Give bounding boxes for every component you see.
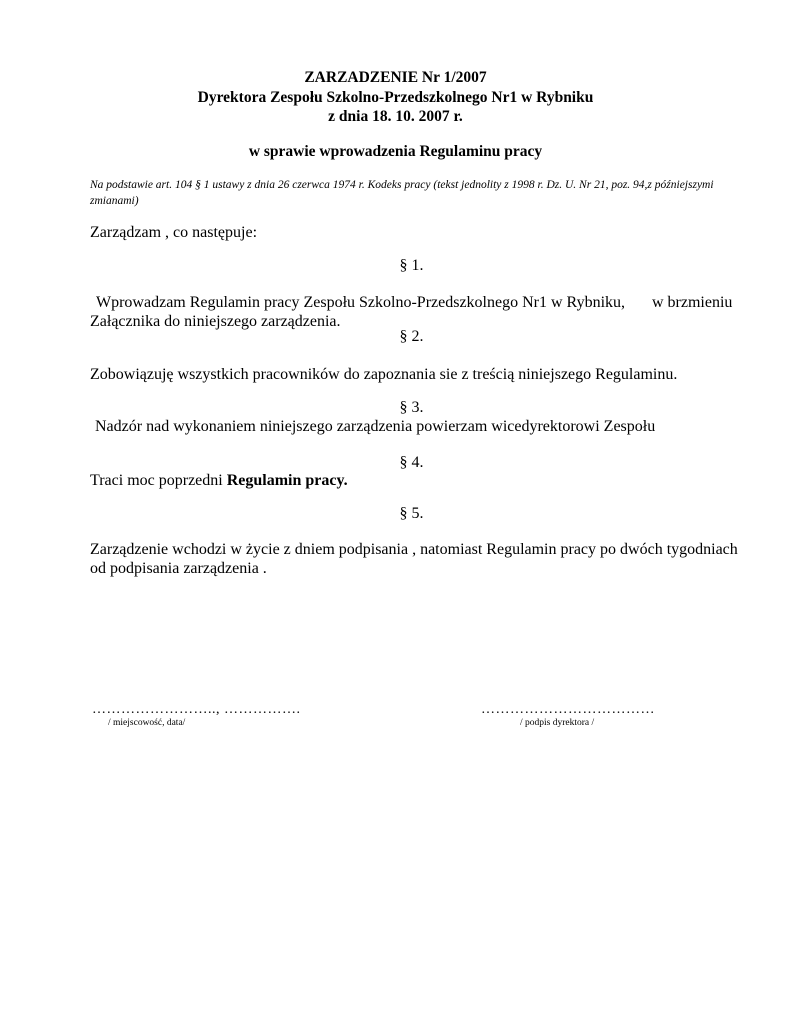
- director-signature-caption: / podpis dyrektora /: [520, 718, 595, 728]
- section-1-text-c: Załącznika do niniejszego zarządzenia.: [90, 313, 341, 330]
- place-date-dots: …………………….., …………….: [92, 702, 301, 717]
- section-1-sign: § 1.: [399, 257, 424, 274]
- director-signature-dots: ………………………………: [481, 702, 655, 717]
- section-5-text-line1: Zarządzenie wchodzi w życie z dniem podpisania , natomiast Regulamin pracy po dwóch tygodniach: [90, 541, 738, 558]
- section-3-text: Nadzór nad wykonaniem niniejszego zarządzenia powierzam wicedyrektorowi Zespołu: [95, 418, 656, 435]
- document-subject: w sprawie wprowadzenia Regulaminu pracy: [248, 143, 543, 160]
- section-4-text: [90, 471, 348, 490]
- section-5-sign: § 5.: [399, 505, 424, 522]
- section-1-text-a: Wprowadzam Regulamin pracy Zespołu Szkolno-Przedszkolnego Nr1 w Rybniku,: [96, 294, 626, 311]
- intro-text: Zarządzam , co następuje:: [90, 224, 258, 241]
- section-3-sign: § 3.: [399, 399, 424, 416]
- place-date-caption: / miejscowość, data/: [108, 718, 186, 728]
- legal-basis: Na podstawie art. 104 § 1 ustawy z dnia 26 czerwca 1974 r. Kodeks pracy (tekst jednolity z 1998 r. Dz. U. Nr 21, poz. 94,z późniejszymi zmianami): [90, 179, 714, 207]
- document-title: ZARZADZENIE Nr 1/2007: [304, 69, 487, 86]
- section-2-text: Zobowiązuję wszystkich pracowników do zapoznania sie z treścią niniejszego Regulaminu.: [90, 366, 678, 383]
- document-date: z dnia 18. 10. 2007 r.: [328, 108, 463, 125]
- section-5-text-line2: od podpisania zarządzenia .: [90, 560, 267, 577]
- section-4-sign: § 4.: [399, 454, 424, 471]
- section-4-text-bold: Regulamin pracy.: [226, 472, 348, 489]
- section-2-sign: § 2.: [399, 328, 424, 345]
- section-1-text-b: w brzmieniu: [652, 294, 733, 311]
- document-issuer: Dyrektora Zespołu Szkolno-Przedszkolnego Nr1 w Rybniku: [197, 89, 594, 106]
- section-4-text-prefix: Traci moc poprzedni: [90, 472, 227, 489]
